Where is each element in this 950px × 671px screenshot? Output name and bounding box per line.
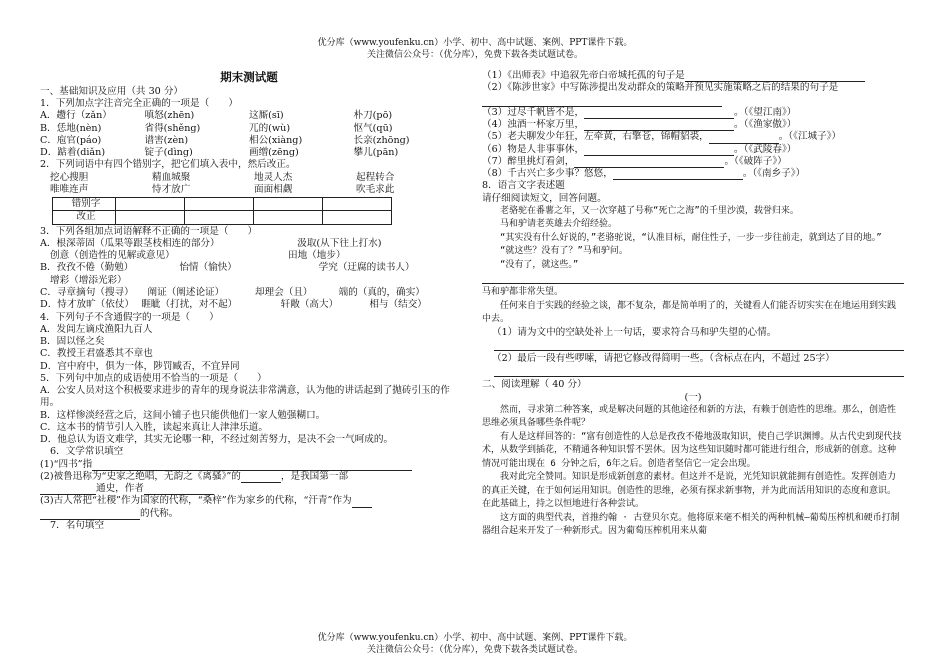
reading-paragraph: 我对此完全赞同。知识是形成新创意的素材。但这并不是说，光凭知识就能拥有创造性。发挥创造力的真正关键，在于如何运用知识。创造性的思维，必须有探求新事物，并为此而活用知识的态度和意识。在此基础上，持之以恒地进行各种尝试。 bbox=[482, 472, 897, 510]
q3-c-3: 却理会（且） bbox=[254, 286, 313, 298]
q8-sub-1: （1）请为文中的空缺处补上一句话，要求符合马和驴失望的心情。 bbox=[492, 326, 777, 338]
q7-5-text-a: （5）老夫聊发少年狂，左牵黄，右擎苍，锦帽貂裘， bbox=[482, 131, 709, 143]
answer-cell[interactable] bbox=[323, 198, 392, 211]
right-column bbox=[482, 70, 904, 630]
q1-b-3: 兀的(wù) bbox=[249, 122, 291, 134]
q2-word: 面面相觑 bbox=[254, 183, 293, 195]
q6-item-1 bbox=[40, 459, 458, 471]
reading-paragraph: 有人是这样回答的：“富有创造性的人总是孜孜不倦地汲取知识，使自己学识渊博。从古代史到现代技术，从数学到插花，不精通各种知识誓不罢休。因为这些知识随时都可能进行组合，形成新的创意。这种情况可能出现在 6 分钟之后，6年之后。创造者坚信它一定会出现。 bbox=[482, 431, 902, 469]
story-paragraph: 任何来自于实践的经验之谈，都不复杂，都是简单明了的，关键看人们能否切实实在在地运用到实践中去。 bbox=[482, 300, 897, 325]
answer-cell[interactable] bbox=[185, 211, 254, 224]
q3-c-2: 阐证（阐述论证） bbox=[147, 286, 225, 298]
q1-option-d bbox=[40, 147, 458, 159]
q4-option-a: A．发闾左谪戍渔阳九百人 bbox=[40, 323, 153, 335]
q6-item-2 bbox=[40, 471, 458, 483]
q2-word: 起程转合 bbox=[356, 171, 395, 183]
q3-a-2: 汲取(从下往上打水) bbox=[297, 237, 382, 249]
exam-title: 期末测试题 bbox=[220, 70, 278, 84]
q6-3-text-b: 的代称。 bbox=[140, 507, 179, 519]
answer-blank[interactable] bbox=[144, 484, 214, 495]
q1-c-1: C．庖官(páo) bbox=[40, 134, 102, 146]
section-one-marker: (一) bbox=[684, 391, 702, 403]
story-paragraph: 马和驴请老英雄去介绍经验。 bbox=[500, 219, 618, 230]
answer-blank[interactable] bbox=[40, 484, 96, 495]
q7-8-text-b: 。（《南乡子》） bbox=[742, 168, 806, 180]
q7-3-text-a: （3）过尽千帆皆不是， bbox=[482, 106, 585, 118]
q3-b-4: 增彩（增添光彩） bbox=[50, 274, 127, 286]
q5-stem: 5．下列句中加点的成语使用不恰当的一项是（ ） bbox=[40, 372, 267, 384]
q1-d-2: 锭子(dìng) bbox=[144, 147, 193, 159]
header-line-2: 关注微信公众号：（优分库），免费下载各类试题试卷。 bbox=[366, 49, 583, 60]
q2-table-label-fix: 改正 bbox=[53, 211, 116, 224]
q1-b-1: B．恁地(nèn) bbox=[40, 122, 102, 134]
q3-c-1: C．寻章摘句（搜寻） bbox=[40, 286, 134, 298]
answer-blank[interactable] bbox=[574, 157, 724, 168]
q4-option-b: B．固以怪之矣 bbox=[40, 336, 105, 348]
q3-option-a-cont bbox=[40, 250, 458, 262]
answer-blank[interactable] bbox=[613, 169, 743, 180]
q1-d-3: 画缯(zēng) bbox=[249, 147, 299, 159]
q7-1-text: （1）《出师表》中追叙先帝白帝城托孤的句子是 bbox=[482, 70, 685, 81]
q2-word: 地灵人杰 bbox=[254, 171, 293, 183]
q1-a-1: A．趱行（zǎn） bbox=[40, 110, 112, 122]
answer-cell[interactable] bbox=[323, 211, 392, 224]
q3-stem: 3．下列各组加点词语解释不正确的一项是（ ） bbox=[40, 225, 258, 237]
q3-b-1: B．孜孜不倦（勤勉） bbox=[40, 262, 134, 274]
answer-cell[interactable] bbox=[254, 211, 323, 224]
q2-words-row-2 bbox=[40, 184, 458, 196]
q1-d-4: 攀儿(pān) bbox=[353, 147, 399, 159]
q7-stem: 7．名句填空 bbox=[50, 520, 105, 532]
q5-option-c: C．这本书的情节引人入胜，读起来真让人津津乐道。 bbox=[40, 421, 268, 433]
q3-a-4: 田地（地步） bbox=[288, 250, 346, 262]
q2-word: 恃才放广 bbox=[152, 183, 191, 195]
q3-d-2: 睚眦（打扰，对不起） bbox=[141, 299, 238, 311]
q7-line-2 bbox=[482, 82, 904, 107]
q1-a-4: 朴刀(pō) bbox=[353, 110, 393, 122]
q2-words-row-1 bbox=[40, 172, 458, 184]
q6-2-text-c: 通史，作者 bbox=[96, 483, 144, 495]
q6-item-2-cont bbox=[40, 483, 458, 495]
q1-option-c bbox=[40, 135, 458, 147]
q7-6-text-a: （6）物是人非事事休， bbox=[482, 143, 585, 155]
q3-option-d bbox=[40, 299, 458, 311]
q2-stem: 2．下列词语中有四个错别字，把它们填入表中，然后改正。 bbox=[40, 159, 296, 171]
left-column bbox=[40, 70, 458, 630]
answer-blank[interactable] bbox=[584, 145, 734, 156]
q2-word: 挖心搜胆 bbox=[50, 171, 89, 183]
q7-7-text-b: 。（《破阵子》） bbox=[724, 155, 787, 167]
q1-stem: 1．下列加点字注音完全正确的一项是（ ） bbox=[40, 97, 238, 109]
q7-6-text-b: 。（《武陵春》） bbox=[734, 143, 797, 155]
q7-4-text-a: （4）浊酒一杯家万里， bbox=[482, 119, 585, 131]
q2-answer-table bbox=[52, 197, 392, 225]
answer-blank[interactable] bbox=[685, 71, 865, 82]
q6-2-text-b: ，是我国第一部 bbox=[280, 470, 349, 482]
answer-blank[interactable] bbox=[40, 509, 140, 520]
q1-option-a bbox=[40, 110, 458, 122]
q7-line-6 bbox=[482, 144, 904, 156]
q1-a-2: 嗔怒(zhēn) bbox=[144, 110, 195, 122]
q1-c-3: 相公(xiàng) bbox=[249, 134, 303, 146]
q6-3-text-a: (3)古人常把“社稷”作为国家的代称，“桑梓”作为家乡的代称，“汗青”作为 bbox=[40, 495, 352, 507]
q7-2-text: （2）《陈涉世家》中写陈涉提出发动群众的策略并预见实施策略之后的结果的句子是 bbox=[482, 82, 839, 94]
answer-line[interactable] bbox=[494, 366, 904, 377]
q7-7-text-a: （7）醉里挑灯看剑， bbox=[482, 155, 575, 167]
q3-option-b bbox=[40, 262, 458, 274]
q6-item-3-cont bbox=[40, 508, 458, 520]
answer-blank[interactable] bbox=[241, 472, 281, 483]
q3-b-3: 学究（迂腐的读书人） bbox=[318, 262, 415, 274]
reading-paragraph: 这方面的典型代表，首推约翰 · 古登贝尔克。他将原来毫不相关的两种机械—葡萄压榨机和硬币打制器组合起来开发了一种新形式。因为葡萄压榨机用来从葡 bbox=[482, 512, 900, 537]
q7-line-3 bbox=[482, 107, 904, 119]
footer-line-1: 优分库（www.youfenku.cn）小学、初中、高中试题、案例、PPT课件下载。 bbox=[317, 633, 633, 643]
q7-line-4 bbox=[482, 119, 904, 131]
q7-5-text-b: 。（《江城子》） bbox=[778, 131, 842, 143]
page-footer bbox=[0, 633, 950, 656]
answer-blank[interactable] bbox=[709, 133, 779, 144]
q3-option-b-cont bbox=[40, 275, 458, 287]
part-one-heading: 一、基础知识及应用（共 30 分） bbox=[40, 85, 184, 97]
q1-b-2: 省得(shěng) bbox=[144, 122, 201, 134]
q7-line-1 bbox=[482, 70, 904, 82]
q2-word: 唯唯连声 bbox=[50, 183, 89, 195]
q1-c-4: 长亲(zhōng) bbox=[353, 134, 410, 146]
header-line-1: 优分库（www.youfenku.cn）小学、初中、高中试题、案例、PPT课件下载。 bbox=[317, 38, 633, 48]
answer-blank[interactable] bbox=[482, 96, 722, 107]
answer-line[interactable] bbox=[494, 340, 904, 351]
q2-table-label-wrong: 错别字 bbox=[53, 198, 116, 211]
answer-blank[interactable] bbox=[584, 108, 734, 119]
q1-a-3: 这厮(sī) bbox=[249, 110, 284, 122]
story-paragraph: “就这些？没有了？”马和驴问。 bbox=[500, 246, 628, 257]
q3-a-1: A．根深蒂固（瓜果等跟茎枝相连的部分） bbox=[40, 237, 220, 249]
q7-line-7 bbox=[482, 156, 904, 168]
q8-sub-2: （2）最后一段有些啰嗦，请把它修改得简明一些。（含标点在内，不超过 25字） bbox=[492, 353, 835, 365]
page-header bbox=[0, 38, 950, 61]
q7-4-text-b: 。（《渔家傲》） bbox=[734, 119, 797, 131]
q4-option-d: D．宫中府中，俱为一体，陟罚臧否，不宜异同 bbox=[40, 360, 240, 372]
q1-c-2: 谱害(zèn) bbox=[144, 134, 189, 146]
answer-cell[interactable] bbox=[254, 198, 323, 211]
footer-line-2: 关注微信公众号：（优分库），免费下载各类试题试卷。 bbox=[366, 644, 583, 655]
q1-b-4: 怄气(qū) bbox=[353, 122, 393, 134]
q3-option-a bbox=[40, 238, 458, 250]
q6-1-text: (1)“四书”指 bbox=[40, 458, 93, 470]
answer-cell[interactable] bbox=[185, 198, 254, 211]
q8-intro: 请仔细阅读短文，回答问题。 bbox=[482, 192, 607, 204]
answer-line[interactable] bbox=[482, 273, 904, 284]
q7-3-text-b: 。（《望江南》） bbox=[734, 106, 797, 118]
q1-d-1: D．踮着(diǎn) bbox=[40, 147, 106, 159]
q3-d-1: D．恃才放旷（依仗） bbox=[40, 299, 135, 311]
answer-cell[interactable] bbox=[116, 211, 185, 224]
q3-a-3: 创意（创造性的见解或意见） bbox=[50, 250, 175, 262]
q3-d-3: 轩敞（高大） bbox=[280, 299, 339, 311]
q7-line-5 bbox=[482, 131, 904, 143]
story-paragraph: “没有了，就这些。” bbox=[500, 259, 579, 270]
q3-option-c bbox=[40, 287, 458, 299]
q3-c-4: 端的（真的，确实） bbox=[338, 286, 425, 298]
q6-2-text-a: (2)被鲁迅称为“史家之绝唱，无韵之《离骚》”的 bbox=[40, 470, 241, 482]
q5-option-d: D．他总认为语文难学，其实无论哪一种，不经过刻苦努力，是决不会一气呵成的。 bbox=[40, 434, 394, 446]
q4-stem: 4．下列句子不含通假字的一项是（ ） bbox=[40, 311, 219, 323]
q1-option-b bbox=[40, 123, 458, 135]
q4-option-c: C．教授王君盛悉其不章也 bbox=[40, 348, 153, 360]
q5-option-a: A．公安人员对这个积极要求进步的青年的现身说法非常满意，认为他的讲话起到了抛砖引玉的作用。 bbox=[40, 385, 450, 409]
q7-line-8 bbox=[482, 168, 904, 180]
q5-option-b: B．这样惨淡经营之后，这间小铺子也只能供他们一家人勉强糊口。 bbox=[40, 409, 326, 421]
q6-item-3 bbox=[40, 495, 458, 507]
q2-word: 吹毛求此 bbox=[356, 183, 395, 195]
answer-cell[interactable] bbox=[116, 198, 185, 211]
answer-blank[interactable] bbox=[584, 120, 734, 131]
q8-stem: 8．语言文字表述题 bbox=[482, 180, 565, 192]
story-paragraph: “其实没有什么好说的，”老骆驼说，“认准目标，耐住性子，一步一步往前走，就到达了目的地。” bbox=[500, 232, 882, 243]
q6-stem: 6．文学常识填空 bbox=[50, 446, 124, 458]
part-two-heading: 二、阅读理解（ 40 分） bbox=[482, 379, 587, 391]
reading-paragraph: 然而，寻求第二种答案，或是解决问题的其他途径和新的方法，有赖于创造性的思维。那么，创造性思维必须具备哪些条件呢？ bbox=[482, 404, 897, 429]
answer-blank[interactable] bbox=[352, 497, 372, 508]
q3-d-4: 相与（结交） bbox=[369, 299, 427, 311]
q7-8-text-a: （8）千古兴亡多少事？悠悠， bbox=[482, 168, 613, 180]
story-paragraph: 老骆驼在番薯之年，又一次穿越了号称“死亡之海”的千里沙漠，载誉归来。 bbox=[500, 205, 799, 216]
answer-blank[interactable] bbox=[92, 460, 412, 471]
story-paragraph: 马和驴都非常失望。 bbox=[482, 287, 564, 298]
q2-word: 精血城聚 bbox=[152, 171, 191, 183]
q3-b-2: 怡情（愉快） bbox=[179, 262, 237, 274]
